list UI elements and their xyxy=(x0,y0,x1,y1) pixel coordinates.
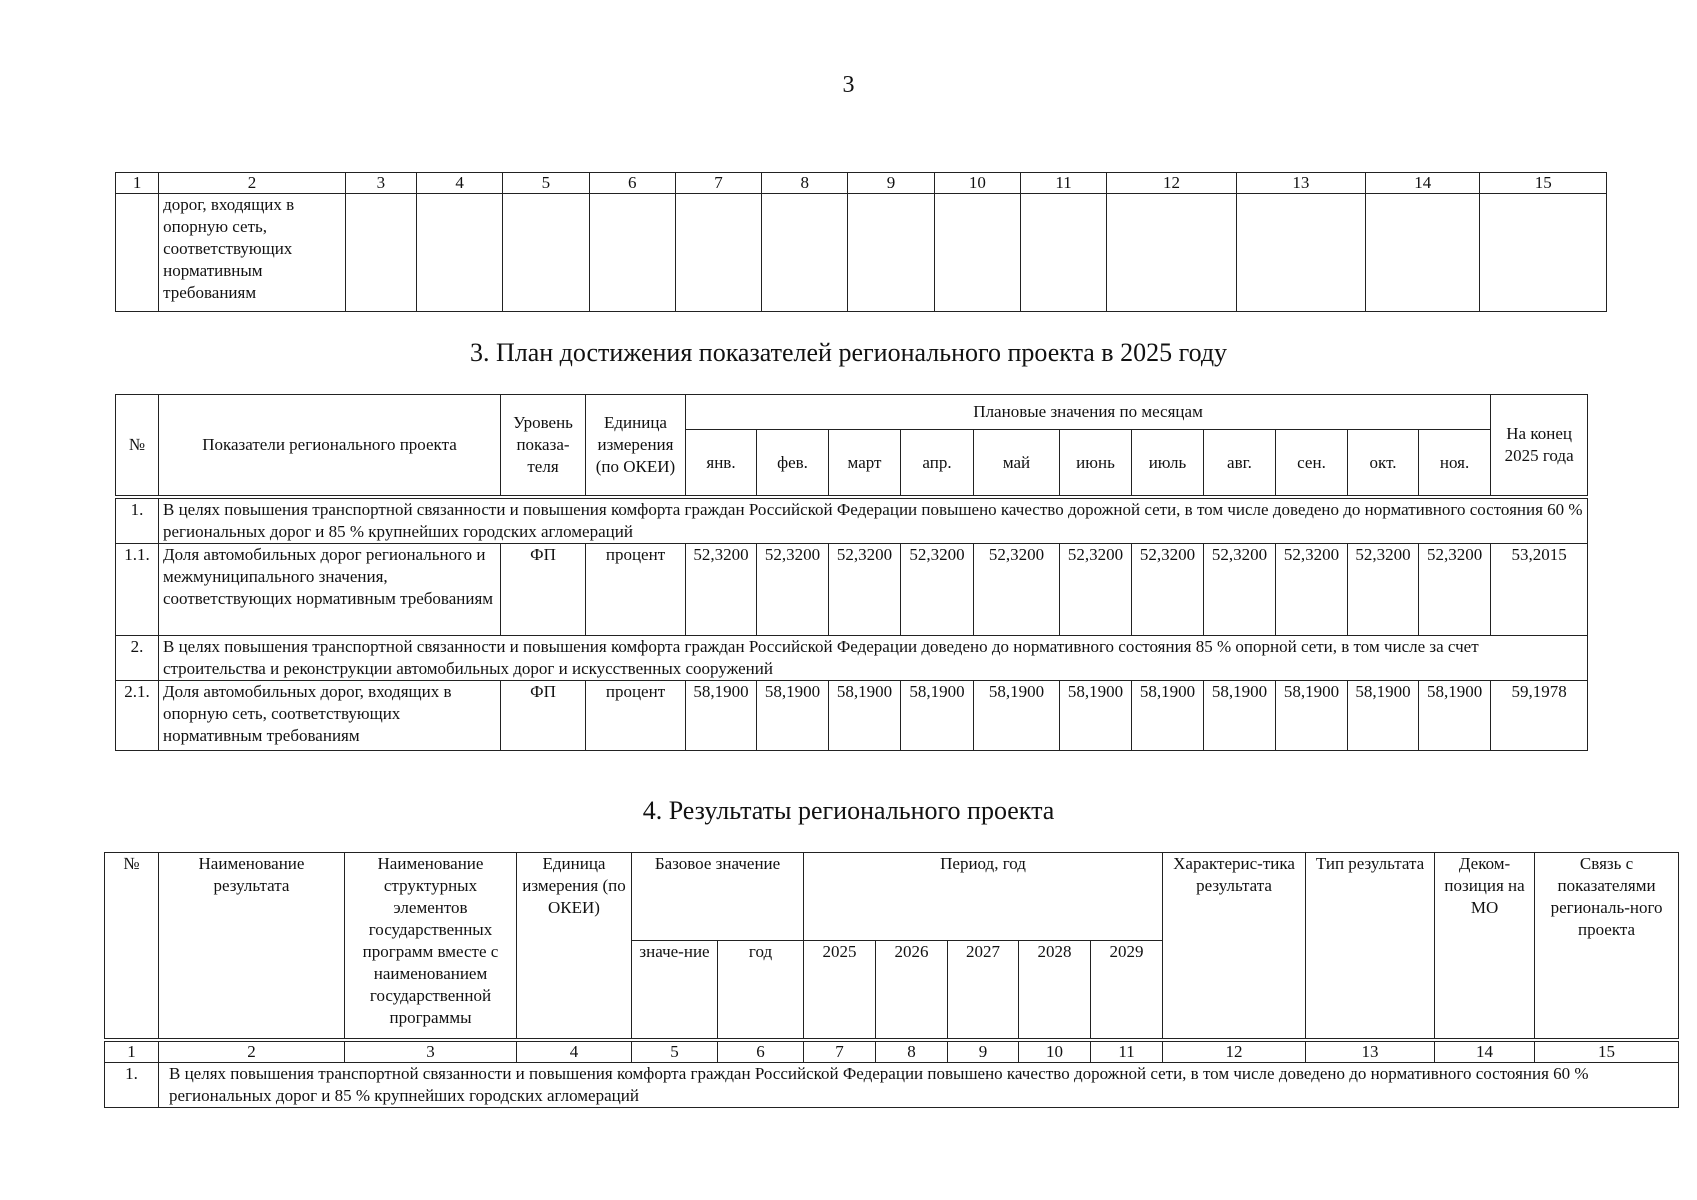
column-number: 6 xyxy=(718,1042,804,1063)
column-number: 10 xyxy=(934,173,1020,194)
header-no: № xyxy=(105,853,159,1039)
header-unit: Единица измерения (по ОКЕИ) xyxy=(586,395,686,496)
column-number: 9 xyxy=(848,173,934,194)
month-value: 58,1900 xyxy=(1419,681,1491,751)
year-header: 2025 xyxy=(804,941,876,1039)
header-indicators: Показатели регионального проекта xyxy=(159,395,501,496)
header-base-value: значе-ние xyxy=(632,941,718,1039)
month-value: 52,3200 xyxy=(974,544,1060,636)
month-value: 58,1900 xyxy=(1132,681,1204,751)
column-number: 4 xyxy=(417,173,503,194)
continuation-table xyxy=(115,172,1607,312)
end-year-value: 59,1978 xyxy=(1491,681,1588,751)
column-number: 7 xyxy=(804,1042,876,1063)
header-period: Период, год xyxy=(804,853,1163,941)
month-header: янв. xyxy=(686,430,757,496)
header-no: № xyxy=(116,395,159,496)
column-number: 12 xyxy=(1163,1042,1306,1063)
column-number: 5 xyxy=(503,173,589,194)
column-number: 11 xyxy=(1091,1042,1163,1063)
column-number: 2 xyxy=(159,173,346,194)
column-number: 4 xyxy=(517,1042,632,1063)
indicator-row xyxy=(116,544,1588,636)
row-number: 1.1. xyxy=(116,544,159,636)
column-number: 8 xyxy=(876,1042,948,1063)
indicator-plan-table xyxy=(115,394,1588,751)
indicator-level: ФП xyxy=(501,544,586,636)
goal-text: В целях повышения транспортной связанности и повышения комфорта граждан Российской Федерации повышено качество дорожной сети, в том числе доведено до нормативного состояния 60 % региональных дорог и 85 % крупнейших городских агломераций xyxy=(159,499,1588,544)
row-number: 2.1. xyxy=(116,681,159,751)
goal-text: В целях повышения транспортной связанности и повышения комфорта граждан Российской Федерации доведено до нормативного состояния 85 % опорной сети, в том числе за счет строительства и реконструкции автомобильных дорог и искусственных сооружений xyxy=(159,636,1588,681)
column-number: 15 xyxy=(1535,1042,1679,1063)
column-number: 3 xyxy=(345,1042,517,1063)
column-number-row xyxy=(116,173,1607,194)
month-header: ноя. xyxy=(1419,430,1491,496)
column-number: 11 xyxy=(1020,173,1106,194)
row-number: 1. xyxy=(116,499,159,544)
month-value: 52,3200 xyxy=(829,544,901,636)
column-number: 14 xyxy=(1435,1042,1535,1063)
header-unit: Единица измерения (по ОКЕИ) xyxy=(517,853,632,1039)
section4-title: 4. Результаты регионального проекта xyxy=(642,796,1055,825)
column-number: 15 xyxy=(1480,173,1607,194)
column-number: 14 xyxy=(1366,173,1480,194)
month-header: июнь xyxy=(1060,430,1132,496)
indicator-unit: процент xyxy=(586,544,686,636)
month-value: 58,1900 xyxy=(974,681,1060,751)
header-monthly: Плановые значения по месяцам xyxy=(686,395,1491,430)
row-number: 1. xyxy=(105,1063,159,1108)
indicator-level: ФП xyxy=(501,681,586,751)
column-number: 13 xyxy=(1236,173,1365,194)
header-base-year: год xyxy=(718,941,804,1039)
month-value: 52,3200 xyxy=(1204,544,1276,636)
month-header: март xyxy=(829,430,901,496)
header-base: Базовое значение xyxy=(632,853,804,941)
column-number: 7 xyxy=(675,173,761,194)
indicator-name: Доля автомобильных дорог, входящих в опорную сеть, соответствующих нормативным требованиям xyxy=(159,681,501,751)
header-characteristic: Характерис-тика результата xyxy=(1163,853,1306,1039)
month-value: 52,3200 xyxy=(757,544,829,636)
section3-title: 3. План достижения показателей регионального проекта в 2025 году xyxy=(469,338,1228,367)
year-header: 2029 xyxy=(1091,941,1163,1039)
column-number: 10 xyxy=(1019,1042,1091,1063)
column-number: 1 xyxy=(116,173,159,194)
column-number: 5 xyxy=(632,1042,718,1063)
row-number: 2. xyxy=(116,636,159,681)
indicator-unit: процент xyxy=(586,681,686,751)
month-header: май xyxy=(974,430,1060,496)
month-header: фев. xyxy=(757,430,829,496)
month-value: 58,1900 xyxy=(757,681,829,751)
header-type: Тип результата xyxy=(1306,853,1435,1039)
month-header: авг. xyxy=(1204,430,1276,496)
month-value: 58,1900 xyxy=(829,681,901,751)
month-value: 52,3200 xyxy=(1276,544,1348,636)
goal-text: В целях повышения транспортной связанности и повышения комфорта граждан Российской Федерации повышено качество дорожной сети, в том числе доведено до нормативного состояния 60 % региональных дорог и 85 % крупнейших городских агломераций xyxy=(159,1063,1679,1108)
month-header: сен. xyxy=(1276,430,1348,496)
month-value: 58,1900 xyxy=(1276,681,1348,751)
month-value: 52,3200 xyxy=(1132,544,1204,636)
month-value: 58,1900 xyxy=(901,681,974,751)
indicator-row xyxy=(116,681,1588,751)
month-value: 52,3200 xyxy=(1060,544,1132,636)
year-header: 2026 xyxy=(876,941,948,1039)
column-number: 3 xyxy=(345,173,416,194)
column-number: 9 xyxy=(948,1042,1019,1063)
column-number: 12 xyxy=(1107,173,1236,194)
end-year-value: 53,2015 xyxy=(1491,544,1588,636)
header-result-name: Наименование результата xyxy=(159,853,345,1039)
month-header: апр. xyxy=(901,430,974,496)
goal-row xyxy=(116,636,1588,681)
indicator-name: Доля автомобильных дорог регионального и межмуниципального значения, соответствующих нормативным требованиям xyxy=(159,544,501,636)
year-header: 2028 xyxy=(1019,941,1091,1039)
month-value: 58,1900 xyxy=(686,681,757,751)
table-row xyxy=(116,194,1607,312)
year-header: 2027 xyxy=(948,941,1019,1039)
header-decomp: Деком-позиция на МО xyxy=(1435,853,1535,1039)
month-value: 52,3200 xyxy=(686,544,757,636)
goal-row xyxy=(116,499,1588,544)
header-link: Связь с показателями региональ-ного проекта xyxy=(1535,853,1679,1039)
month-header: окт. xyxy=(1348,430,1419,496)
indicator-name: дорог, входящих в опорную сеть, соответствующих нормативным требованиям xyxy=(159,194,346,312)
header-struct-name: Наименование структурных элементов государственных программ вместе с наименованием государственной программы xyxy=(345,853,517,1039)
month-value: 52,3200 xyxy=(901,544,974,636)
month-value: 52,3200 xyxy=(1348,544,1419,636)
month-value: 58,1900 xyxy=(1348,681,1419,751)
page-number: 3 xyxy=(842,72,855,98)
column-number-row xyxy=(105,1042,1679,1063)
column-number: 13 xyxy=(1306,1042,1435,1063)
results-table xyxy=(104,852,1679,1108)
goal-row xyxy=(105,1063,1679,1108)
header-level: Уровень показа-теля xyxy=(501,395,586,496)
column-number: 1 xyxy=(105,1042,159,1063)
column-number: 6 xyxy=(589,173,675,194)
month-header: июль xyxy=(1132,430,1204,496)
header-end-year: На конец 2025 года xyxy=(1491,395,1588,496)
column-number: 2 xyxy=(159,1042,345,1063)
column-number: 8 xyxy=(762,173,848,194)
month-value: 52,3200 xyxy=(1419,544,1491,636)
month-value: 58,1900 xyxy=(1060,681,1132,751)
month-value: 58,1900 xyxy=(1204,681,1276,751)
